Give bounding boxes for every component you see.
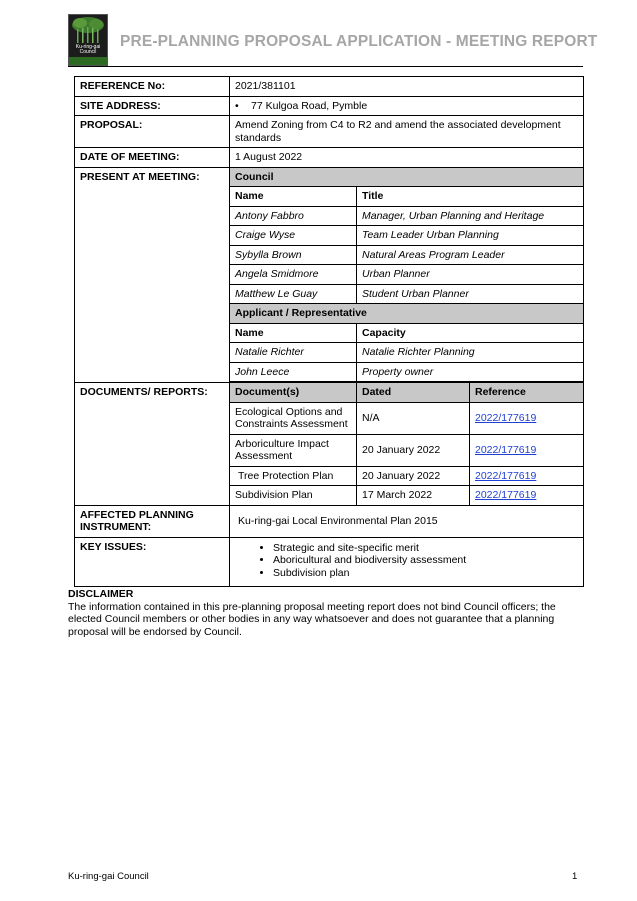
document-name: Arboriculture Impact Assessment <box>230 434 357 466</box>
site-address-cell <box>230 96 584 116</box>
document-dated: 20 January 2022 <box>357 434 470 466</box>
site-address-value: 77 Kulgoa Road, Pymble <box>251 99 368 112</box>
document-reference-cell <box>470 486 584 506</box>
council-col-name: Name <box>230 187 357 207</box>
applicant-col-name: Name <box>230 323 357 343</box>
applicant-name: John Leece <box>230 362 357 382</box>
disclaimer <box>68 588 573 638</box>
disclaimer-heading: DISCLAIMER <box>68 588 134 600</box>
documents-col-document: Document(s) <box>230 383 357 403</box>
planning-instrument-label: AFFECTED PLANNING INSTRUMENT: <box>75 505 230 537</box>
page-header <box>68 14 598 66</box>
applicant-capacity: Property owner <box>357 362 584 382</box>
council-member-title: Student Urban Planner <box>357 284 584 304</box>
council-logo <box>68 14 108 66</box>
logo-text: Ku-ring-gai Council <box>75 44 101 55</box>
council-member-title: Team Leader Urban Planning <box>357 226 584 246</box>
council-member-title: Urban Planner <box>357 265 584 285</box>
header-divider <box>68 66 583 67</box>
key-issues-label: KEY ISSUES: <box>75 537 230 587</box>
document-reference-link[interactable]: 2022/177619 <box>475 469 537 482</box>
council-heading-row <box>75 167 584 187</box>
footer-organisation: Ku-ring-gai Council <box>68 871 149 882</box>
documents-col-reference: Reference <box>470 383 584 403</box>
document-dated: 17 March 2022 <box>357 486 470 506</box>
document-reference-link[interactable]: 2022/177619 <box>475 489 537 501</box>
document-reference-link[interactable]: 2022/177619 <box>475 443 537 456</box>
key-issues-row <box>75 537 584 587</box>
document-dated: 20 January 2022 <box>357 466 470 486</box>
key-issues-cell <box>230 537 584 587</box>
proposal-row <box>75 116 584 148</box>
document-reference-cell <box>470 402 584 434</box>
page-title: PRE-PLANNING PROPOSAL APPLICATION - MEETING REPORT <box>120 33 598 50</box>
present-at-meeting-label: PRESENT AT MEETING: <box>75 167 230 383</box>
council-member-title: Manager, Urban Planning and Heritage <box>357 206 584 226</box>
document-name: Subdivision Plan <box>230 486 357 506</box>
council-col-title: Title <box>357 187 584 207</box>
site-address-label: SITE ADDRESS: <box>75 96 230 116</box>
documents-columns-row <box>75 383 584 403</box>
applicant-capacity: Natalie Richter Planning <box>357 343 584 363</box>
key-issue-item: • Strategic and site-specific merit <box>273 542 578 555</box>
proposal-label: PROPOSAL: <box>75 116 230 148</box>
site-address-row <box>75 96 584 116</box>
meeting-date-row <box>75 148 584 168</box>
document-name: Ecological Options and Constraints Assessment <box>230 402 357 434</box>
council-member-title: Natural Areas Program Leader <box>357 245 584 265</box>
documents-col-dated: Dated <box>357 383 470 403</box>
document-dated: N/A <box>357 402 470 434</box>
planning-instrument-value: Ku-ring-gai Local Environmental Plan 2015 <box>230 505 584 537</box>
council-member-name: Angela Smidmore <box>230 265 357 285</box>
council-member-name: Antony Fabbro <box>230 206 357 226</box>
council-member-name: Craige Wyse <box>230 226 357 246</box>
applicant-col-capacity: Capacity <box>357 323 584 343</box>
applicant-name: Natalie Richter <box>230 343 357 363</box>
reference-row <box>75 77 584 97</box>
meeting-date-label: DATE OF MEETING: <box>75 148 230 168</box>
reference-label: REFERENCE No: <box>75 77 230 97</box>
disclaimer-text: The information contained in this pre-planning proposal meeting report does not bind Council officers; the elected Council members or other bodies in any way whatsoever and does not guarantee that a planning proposal will be endorsed by Council. <box>68 600 556 638</box>
reference-value: 2021/381101 <box>230 77 584 97</box>
document-reference-link[interactable]: 2022/177619 <box>475 411 537 424</box>
applicant-heading: Applicant / Representative <box>230 304 584 324</box>
planning-instrument-row <box>75 505 584 537</box>
bullet-icon: • <box>235 99 239 112</box>
proposal-value: Amend Zoning from C4 to R2 and amend the associated development standards <box>230 116 584 148</box>
tree-logo-icon <box>69 15 107 65</box>
key-issue-item: • Aboricultural and biodiversity assessment <box>273 554 578 567</box>
meeting-report-table <box>74 76 584 587</box>
council-member-name: Matthew Le Guay <box>230 284 357 304</box>
document-reference-cell <box>470 466 584 486</box>
document-name: Tree Protection Plan <box>230 466 357 486</box>
meeting-date-value: 1 August 2022 <box>230 148 584 168</box>
footer-page-number: 1 <box>572 871 578 882</box>
key-issue-item: • Subdivision plan <box>273 567 578 580</box>
council-member-name: Sybylla Brown <box>230 245 357 265</box>
key-issues-list <box>235 542 578 580</box>
council-heading: Council <box>230 167 584 187</box>
document-reference-cell <box>470 434 584 466</box>
documents-label: DOCUMENTS/ REPORTS: <box>75 383 230 506</box>
